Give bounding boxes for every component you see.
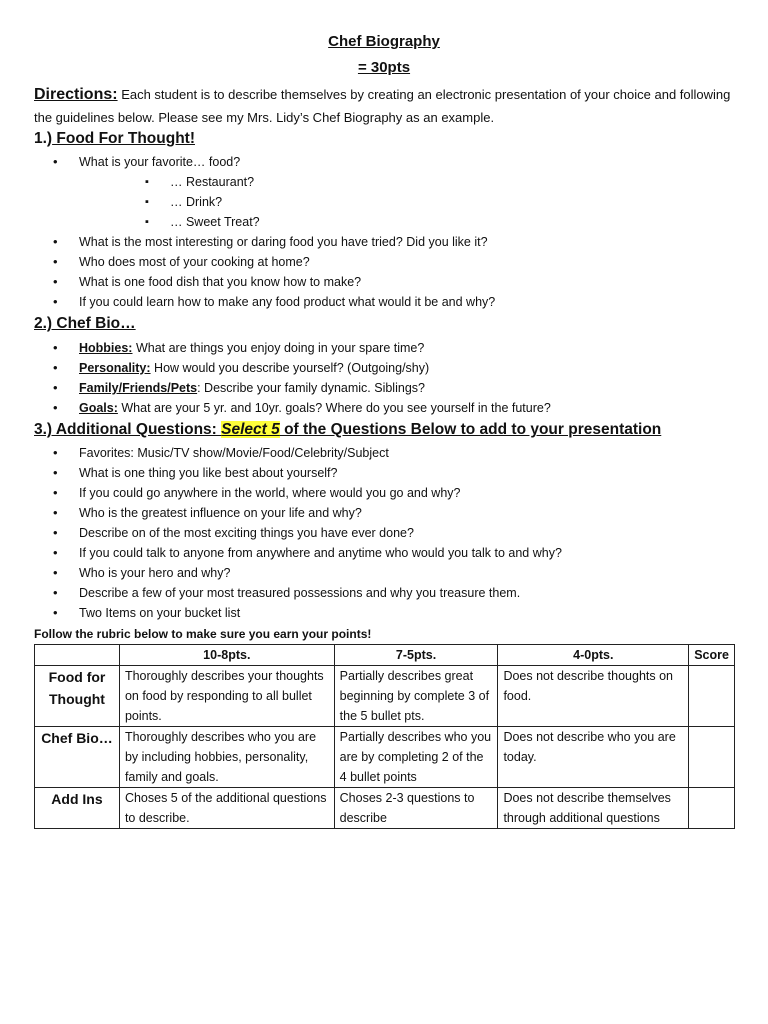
list-item: • If you could learn how to make any food product what would it be and why?: [0, 292, 740, 312]
food-for-thought-list: [0, 152, 740, 312]
list-item: • What is your favorite… food?: [0, 152, 740, 172]
table-cell: Thoroughly describes your thoughts on food by responding to all bullet points.: [119, 666, 334, 727]
list-item: • Favorites: Music/TV show/Movie/Food/Celebrity/Subject: [0, 443, 740, 463]
list-item: [0, 358, 740, 378]
table-cell: Does not describe thoughts on food.: [498, 666, 689, 727]
column-header: 4-0pts.: [498, 645, 689, 666]
sub-list-item: ▪ … Sweet Treat?: [0, 212, 740, 232]
score-cell: [689, 788, 735, 829]
row-label: Chef Bio…: [35, 727, 120, 788]
row-label: Food for Thought: [35, 666, 120, 727]
section-title-pre: 3.) Additional Questions:: [34, 421, 222, 438]
directions-paragraph: [34, 83, 734, 129]
section-chef-bio-heading: [34, 314, 136, 334]
table-header-row: [35, 645, 735, 666]
list-item: • What is one food dish that you know how to make?: [0, 272, 740, 292]
item-keyword: Personality:: [79, 361, 151, 375]
score-cell: [689, 727, 735, 788]
section-title: Food For Thought!: [52, 130, 195, 147]
list-item: [0, 378, 740, 398]
table-cell: Thoroughly describes who you are by including hobbies, personality, family and goals.: [119, 727, 334, 788]
column-header: Score: [689, 645, 735, 666]
additional-questions-list: [0, 443, 740, 623]
item-text: : Describe your family dynamic. Siblings?: [197, 381, 425, 395]
table-cell: Partially describes great beginning by complete 3 of the 5 bullet pts.: [334, 666, 498, 727]
column-header: 10-8pts.: [119, 645, 334, 666]
list-item: • What is the most interesting or daring food you have tried? Did you like it?: [0, 232, 740, 252]
column-header: [35, 645, 120, 666]
highlighted-select-5: Select 5: [221, 421, 280, 438]
table-cell: Choses 2-3 questions to describe: [334, 788, 498, 829]
column-header: 7-5pts.: [334, 645, 498, 666]
row-label: Add Ins: [35, 788, 120, 829]
table-cell: Does not describe who you are today.: [498, 727, 689, 788]
list-item: • If you could go anywhere in the world, where would you go and why?: [0, 483, 740, 503]
rubric-table: [34, 644, 735, 829]
sub-list-item: ▪ … Restaurant?: [0, 172, 740, 192]
item-keyword: Hobbies:: [79, 341, 133, 355]
sub-list-item: ▪ … Drink?: [0, 192, 740, 212]
rubric-intro: Follow the rubric below to make sure you earn your points!: [34, 627, 372, 641]
table-cell: Does not describe themselves through additional questions: [498, 788, 689, 829]
chef-bio-list: [0, 338, 740, 418]
points-total: = 30pts: [357, 59, 411, 76]
list-item: • Describe a few of your most treasured possessions and why you treasure them.: [0, 583, 740, 603]
table-row: [35, 788, 735, 829]
item-text: How would you describe yourself? (Outgoing/shy): [150, 361, 430, 375]
list-item: • What is one thing you like best about yourself?: [0, 463, 740, 483]
section-title: 2.) Chef Bio…: [34, 315, 136, 332]
item-text: What are things you enjoy doing in your spare time?: [132, 341, 425, 355]
section-additional-questions-heading: [34, 420, 661, 440]
list-item: [0, 398, 740, 418]
item-keyword: Family/Friends/Pets: [79, 381, 198, 395]
section-number: 1.): [34, 130, 53, 147]
list-item: • Who is the greatest influence on your life and why?: [0, 503, 740, 523]
list-item: [0, 338, 740, 358]
page-title: Chef Biography: [328, 33, 440, 50]
directions-label: Directions:: [34, 86, 118, 103]
table-row: [35, 727, 735, 788]
item-text: What are your 5 yr. and 10yr. goals? Where do you see yourself in the future?: [117, 401, 551, 415]
directions-text: Each student is to describe themselves by creating an electronic presentation of your choice and following the guidelines below. Please see my Mrs. Lidy’s Chef Biography as an example.: [34, 87, 731, 125]
item-keyword: Goals:: [79, 401, 118, 415]
section-title-post: of the Questions Below to add to your presentation: [279, 421, 662, 438]
list-item: • Who is your hero and why?: [0, 563, 740, 583]
table-cell: Choses 5 of the additional questions to describe.: [119, 788, 334, 829]
table-cell: Partially describes who you are by completing 2 of the 4 bullet points: [334, 727, 498, 788]
list-item: • Describe on of the most exciting things you have ever done?: [0, 523, 740, 543]
list-item: • Two Items on your bucket list: [0, 603, 740, 623]
list-item: • Who does most of your cooking at home?: [0, 252, 740, 272]
list-item: • If you could talk to anyone from anywhere and anytime who would you talk to and why?: [0, 543, 740, 563]
score-cell: [689, 666, 735, 727]
table-row: [35, 666, 735, 727]
section-food-for-thought-heading: [34, 129, 195, 149]
